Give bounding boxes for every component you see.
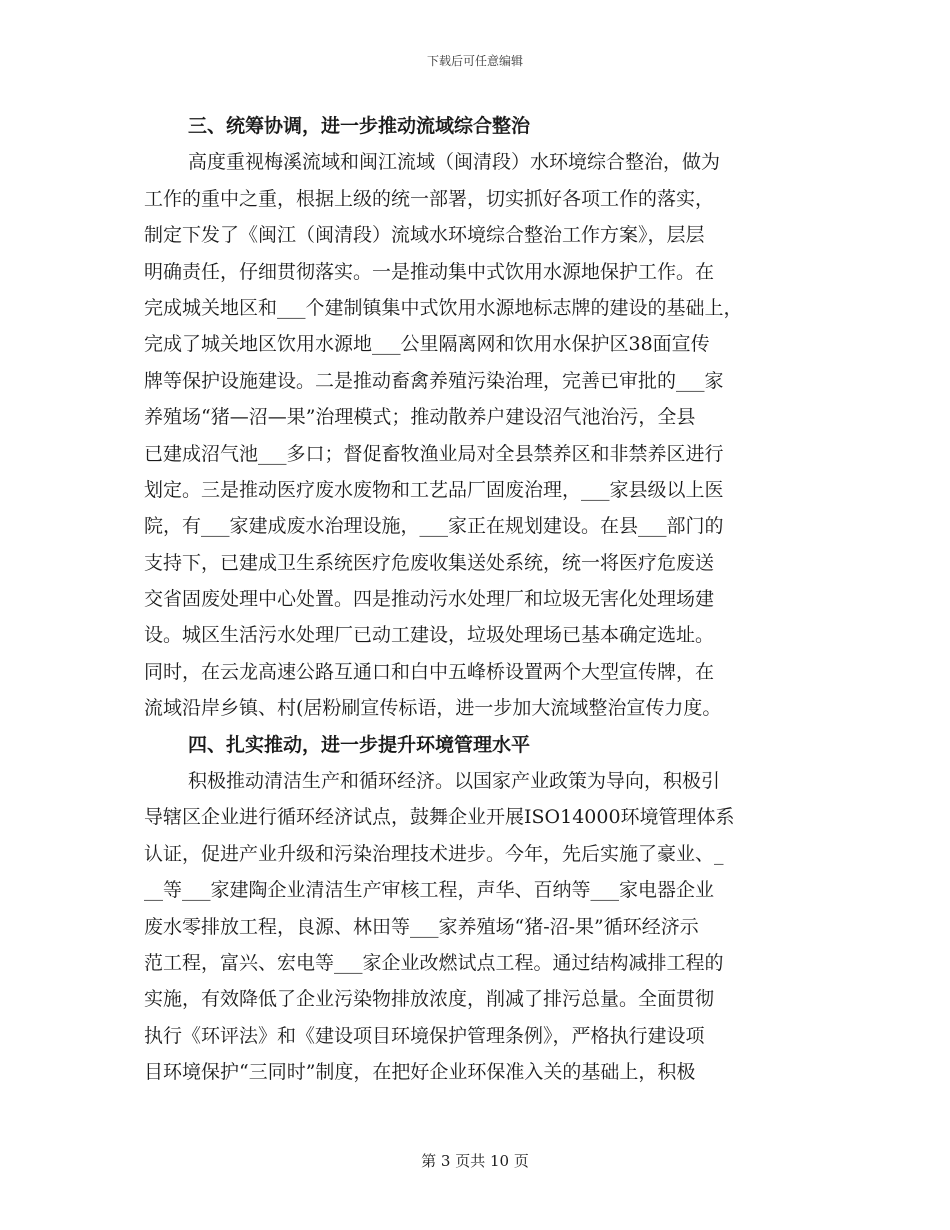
paragraph-line: 同时，在云龙高速公路互通口和白中五峰桥设置两个大型宣传牌，在: [144, 660, 715, 683]
paragraph-line: 范工程，富兴、宏电等___家企业改燃试点工程。通过结构减排工程的: [144, 951, 724, 974]
paragraph-line: 院，有___家建成废水治理设施，___家正在规划建设。在县___部门的: [144, 515, 724, 538]
paragraph-line: 支持下，已建成卫生系统医疗危废收集送处系统，统一将医疗危废送: [144, 551, 715, 574]
paragraph-line: 划定。三是推动医疗废水废物和工艺品厂固废治理，___家县级以上医: [144, 478, 724, 501]
section-heading-4: 四、扎实推动，进一步提升环境管理水平: [188, 733, 531, 756]
paragraph-line: 交省固废处理中心处置。四是推动污水处理厂和垃圾无害化处理场建: [144, 588, 715, 611]
paragraph-line: 导辖区企业进行循环经济试点，鼓舞企业开展ISO14000环境管理体系: [144, 806, 735, 829]
section-heading-3: 三、统筹协调，进一步推动流域综合整治: [188, 115, 531, 137]
paragraph-line: 目环境保护“三同时”制度，在把好企业环保准入关的基础上，积极: [144, 1061, 696, 1084]
paragraph-line: 认证，促进产业升级和污染治理技术进步。今年，先后实施了豪业、_: [144, 842, 724, 865]
paragraph-line: 完成城关地区和___个建制镇集中式饮用水源地标志牌的建设的基础上，: [144, 296, 743, 319]
page-header: 下载后可任意编辑: [426, 54, 523, 68]
paragraph-line: 工作的重中之重，根据上级的统一部署，切实抓好各项工作的落实，: [144, 187, 715, 210]
paragraph-line: 已建成沼气池___多口；督促畜牧渔业局对全县禁养区和非禁养区进行: [144, 442, 724, 465]
paragraph-line: 制定下发了《闽江（闽清段）流域水环境综合整治工作方案》，层层: [144, 224, 705, 247]
page-footer: 第 3 页共 10 页: [421, 1152, 529, 1170]
paragraph-line: 积极推动清洁生产和循环经济。以国家产业政策为导向，积极引: [188, 770, 721, 793]
document-body: [144, 108, 812, 1091]
paragraph-line: 明确责任，仔细贯彻落实。一是推动集中式饮用水源地保护工作。在: [144, 260, 715, 283]
paragraph-line: 养殖场“猪—沼—果”治理模式；推动散养户建设沼气池治污，全县: [144, 406, 696, 429]
paragraph-line: 执行《环评法》和《建设项目环境保护管理条例》，严格执行建设项: [144, 1024, 705, 1047]
paragraph-line: 高度重视梅溪流域和闽江流域（闽清段）水环境综合整治，做为: [188, 151, 721, 174]
paragraph-line: __等___家建陶企业清洁生产审核工程，声华、百纳等___家电器企业: [144, 879, 715, 902]
paragraph-line: 实施，有效降低了企业污染物排放浓度，削减了排污总量。全面贯彻: [144, 988, 715, 1011]
paragraph-line: 设。城区生活污水处理厂已动工建设，垃圾处理场已基本确定选址。: [144, 624, 715, 647]
paragraph-line: 废水零排放工程，良源、林田等___家养殖场“猪-沼-果”循环经济示: [144, 915, 699, 938]
paragraph-line: 牌等保护设施建设。二是推动畜禽养殖污染治理，完善已审批的___家: [144, 369, 724, 392]
paragraph-line: 流域沿岸乡镇、村(居粉刷宣传标语，进一步加大流域整治宣传力度。: [144, 697, 722, 720]
paragraph-line: 完成了城关地区饮用水源地___公里隔离网和饮用水保护区38面宣传: [144, 333, 710, 356]
